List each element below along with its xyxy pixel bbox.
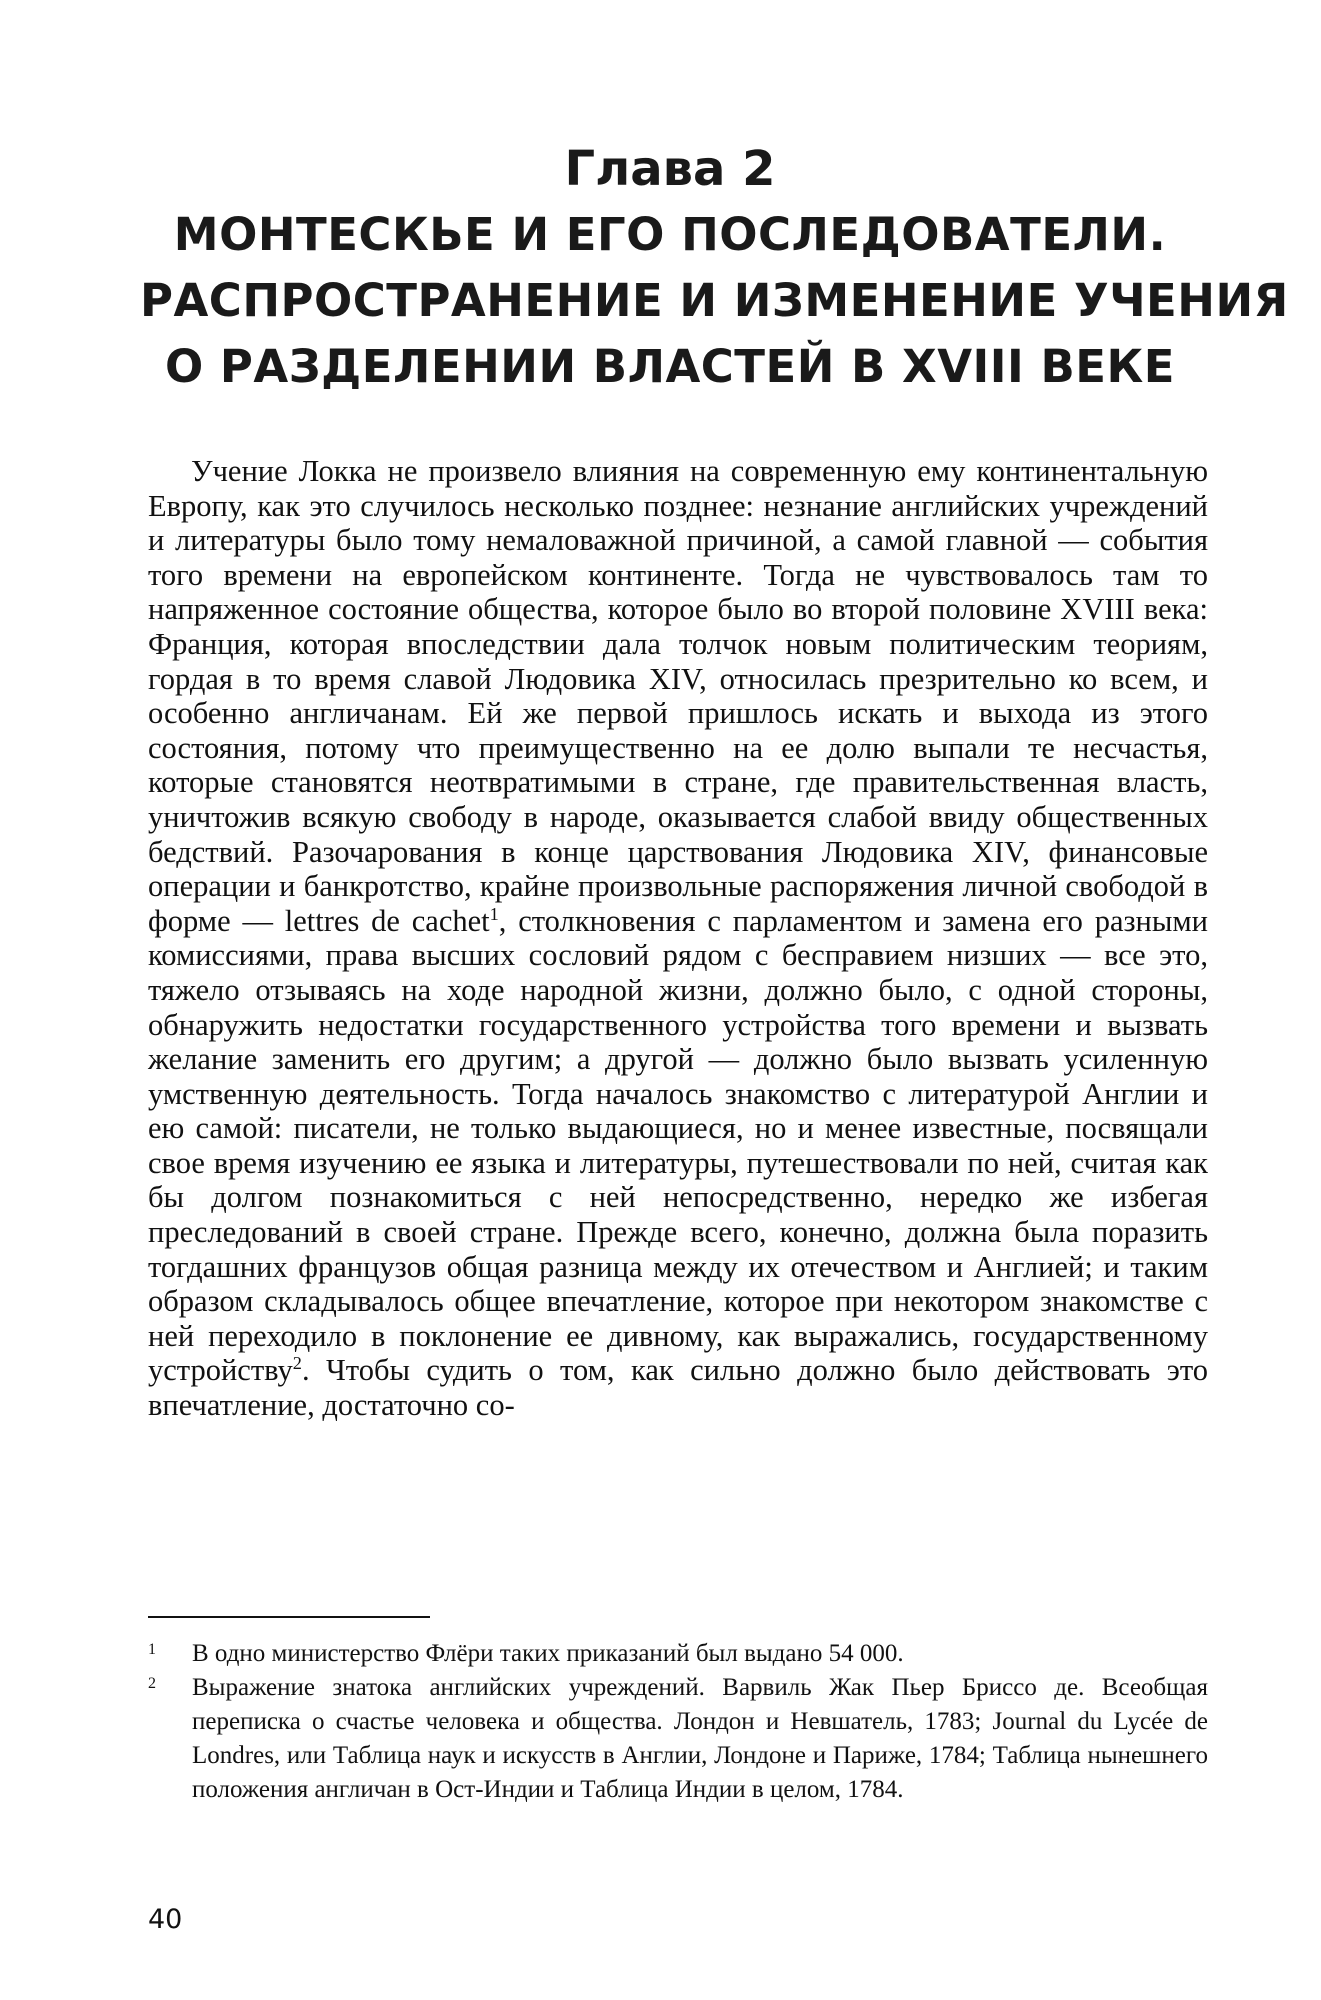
footnote-number: 2 xyxy=(148,1675,156,1692)
page-number: 40 xyxy=(148,1904,183,1935)
footnote xyxy=(148,1671,1208,1807)
footnote-text: В одно министерство Флёри таких приказаний был выдано 54 000. xyxy=(192,1640,904,1667)
chapter-title-line: О РАЗДЕЛЕНИИ ВЛАСТЕЙ В XVIII ВЕКЕ xyxy=(164,340,1175,393)
footnote-ref: 1 xyxy=(489,903,499,924)
footnote-number: 1 xyxy=(148,1641,156,1658)
paragraph-text: , столкновения с парламентом и замена его разными комиссиями, права высших сословий рядом с бесправием низших — все это, тяжело отзываясь на ходе народной жизни, должно было, с одной стороны, обнаружить недостатки государственного устройства того времени и вызвать желание заменить его другим; а другой — должно было вызвать усиленную умственную деятельность. Тогда началось знакомство с литературой Англии и ею самой: писатели, не только выдающиеся, но и менее известные, посвящали свое время изучению ее языка и литературы, путешествовали по ней, считая как бы долгом познакомиться с ней непосредственно, нередко же избегая преследований в своей стране. Прежде всего, конечно, должна была поразить тогдашних французов общая разница между их отечеством и Англией; и таким образом складывалось общее впечатление, которое при некотором знакомстве с ней переходило в поклонение ее дивному, как выражались, государственному устройству xyxy=(148,903,1208,1388)
chapter-label: Глава 2 xyxy=(564,141,776,197)
paragraph-text: . Чтобы судить о том, как сильно должно было действовать это впечатление, достаточно со- xyxy=(148,1353,1208,1423)
footnote-divider xyxy=(148,1616,430,1618)
paragraph-text: Учение Локка не произвело влияния на современную ему континентальную Европу, как это случилось несколько позднее: незнание английских учреждений и литературы было тому немаловажной причиной, а самой главной — события того времени на европейском континенте. Тогда не чувствовалось там то напряженное состояние общества, которое было во второй половине XVIII века: Франция, которая впоследствии дала толчок новым политическим теориям, гордая в то время славой Людовика XIV, относилась презрительно ко всем, и особенно англичанам. Ей же первой пришлось искать и выхода из этого состояния, потому что преимущественно на ее долю выпали те несчастья, которые становятся неотвратимыми в стране, где правительственная власть, уничтожив всякую свободу в народе, оказывается слабой ввиду общественных бедствий. Разочарования в конце царствования Людовика XIV, финансовые операции и банкротство, крайне произвольные распоряжения личной свободой в форме — lettres de cachet xyxy=(148,454,1208,938)
body-text xyxy=(148,454,1208,1423)
footnote-text: Выражение знатока английских учреждений. Варвиль Жак Пьер Бриссо де. Всеобщая переписка о счастье человека и общества. Лондон и Невшатель, 1783; Journal du Lycée de Londres, или Таблица наук и искусств в Англии, Лондоне и Париже, 1784; Таблица нынешнего положения англичан в Ост-Индии и Таблица Индии в целом, 1784. xyxy=(192,1674,1208,1803)
footnote xyxy=(148,1637,1208,1671)
chapter-title xyxy=(140,202,1289,400)
footnotes xyxy=(148,1637,1208,1807)
chapter-heading xyxy=(140,138,1289,400)
paragraph xyxy=(148,454,1208,1423)
chapter-title-line: РАСПРОСТРАНЕНИЕ И ИЗМЕНЕНИЕ УЧЕНИЯ xyxy=(140,274,1289,327)
chapter-title-line: МОНТЕСКЬЕ И ЕГО ПОСЛЕДОВАТЕЛИ. xyxy=(173,208,1167,261)
footnote-ref: 2 xyxy=(292,1353,302,1374)
